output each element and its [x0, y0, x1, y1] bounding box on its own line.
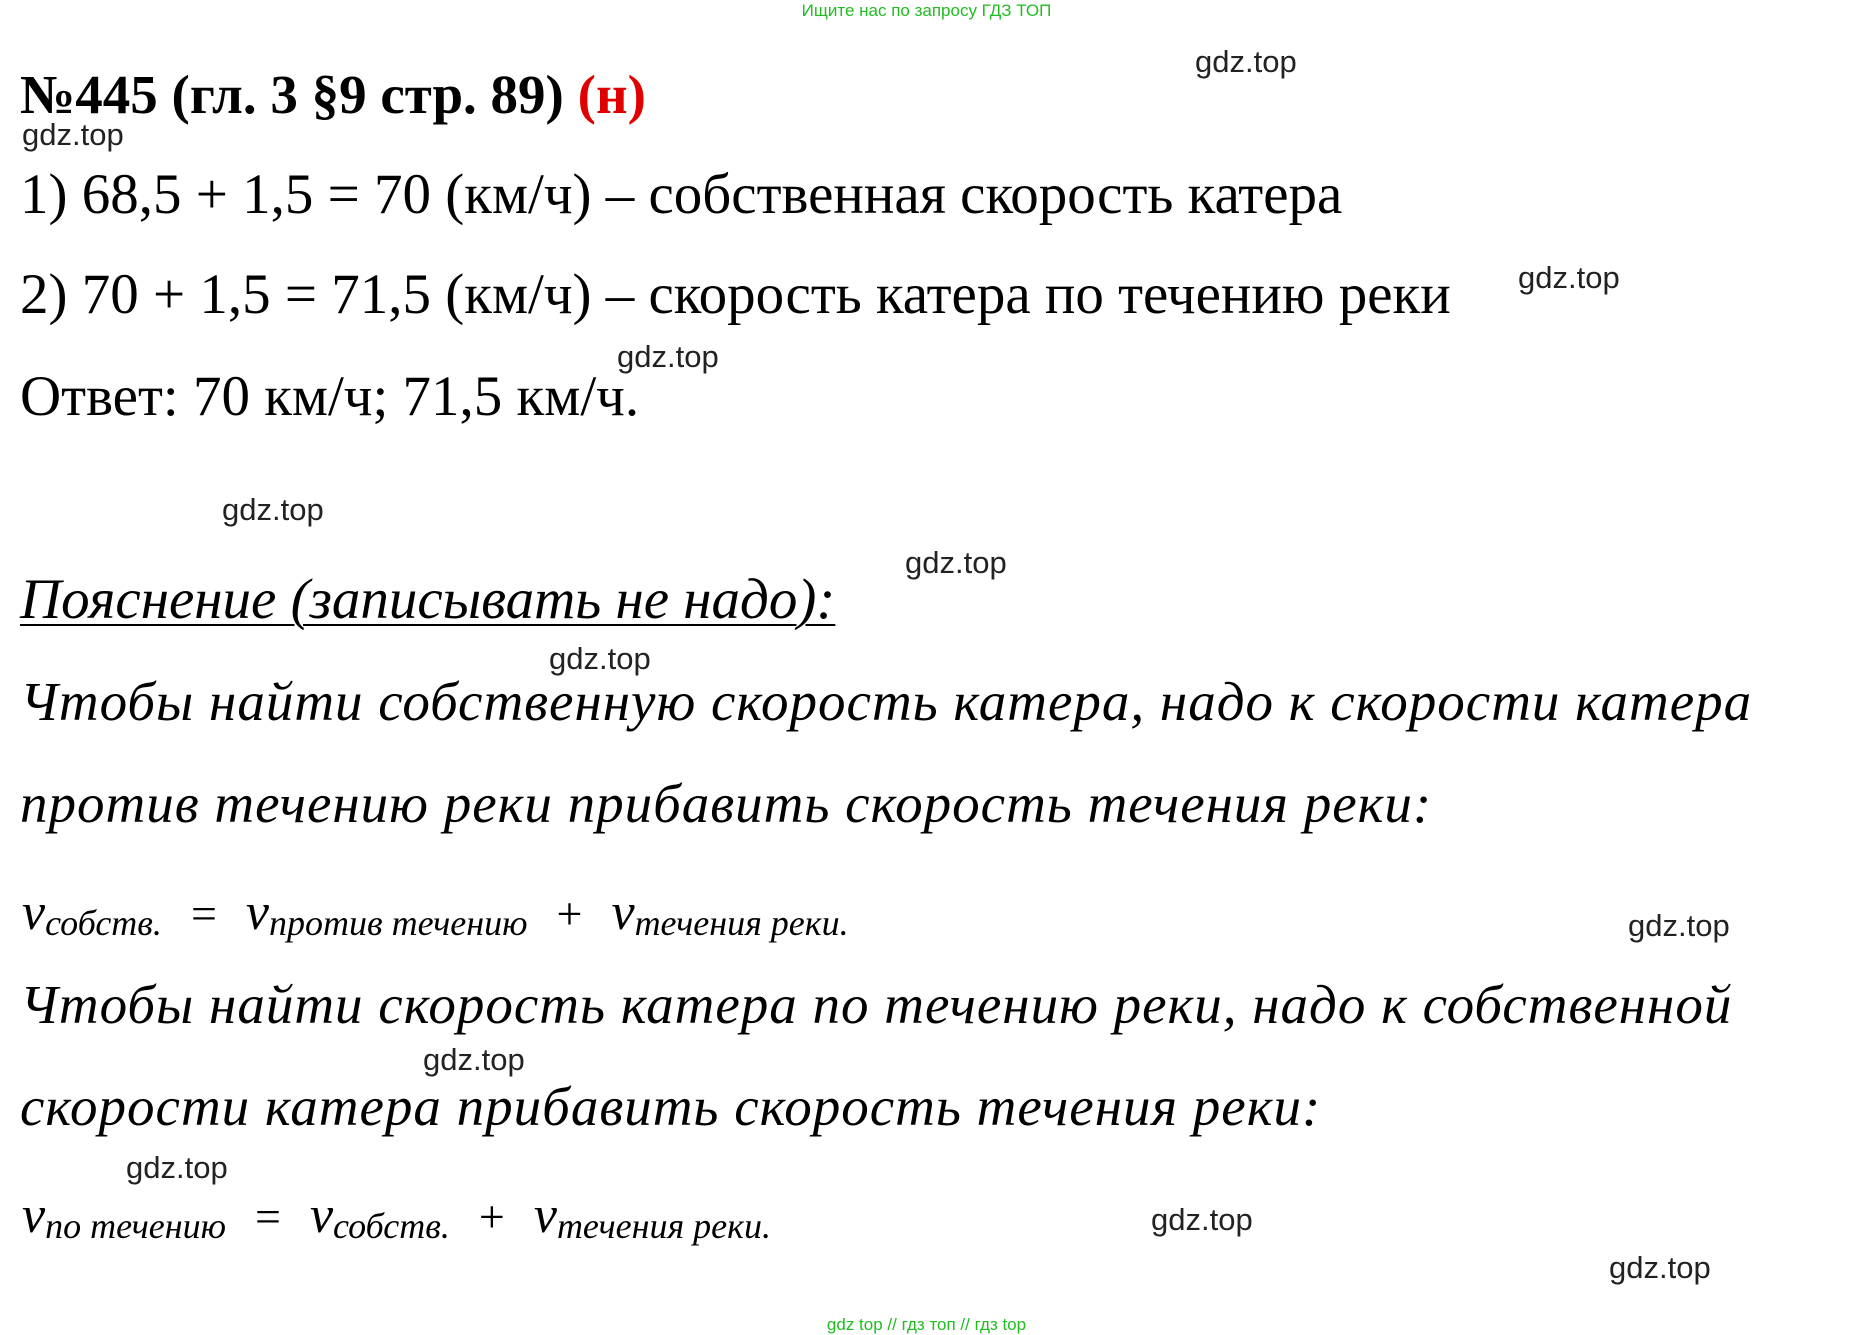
formula1-equals: = — [190, 888, 217, 939]
problem-number: №445 (гл. 3 §9 стр. 89) — [20, 64, 564, 125]
watermark: gdz.top — [1518, 260, 1620, 295]
solution-answer: Ответ: 70 км/ч; 71,5 км/ч. — [20, 365, 640, 428]
formula2-term2-var: v — [533, 1187, 557, 1244]
explanation-para2-line2: скорости катера прибавить скорость течения реки: — [20, 1076, 1322, 1137]
watermark: gdz.top — [549, 641, 651, 676]
watermark: gdz.top — [1609, 1250, 1711, 1285]
watermark: gdz.top — [222, 492, 324, 527]
explanation-para1-line2: против течению реки прибавить скорость течения реки: — [20, 773, 1433, 834]
watermark: gdz.top — [423, 1042, 525, 1077]
watermark: gdz.top — [905, 545, 1007, 580]
formula-downstream-speed — [22, 1181, 771, 1261]
solution-step-2: 2) 70 + 1,5 = 71,5 (км/ч) – скорость катера по течению реки — [20, 263, 1451, 326]
watermark: gdz.top — [126, 1150, 228, 1185]
solution-step-1: 1) 68,5 + 1,5 = 70 (км/ч) – собственная скорость катера — [20, 163, 1343, 226]
formula2-term2-sub: течения реки. — [556, 1206, 772, 1246]
formula1-term2-sub: течения реки. — [634, 903, 849, 943]
problem-mark: (н) — [577, 64, 646, 125]
explanation-para1-line1: Чтобы найти собственную скорость катера, надо к скорости катера — [20, 671, 1753, 732]
formula-own-speed — [22, 878, 849, 958]
formula2-term1-sub: собств. — [333, 1206, 450, 1246]
explanation-para2-line1: Чтобы найти скорость катера по течению реки, надо к собственной — [20, 974, 1733, 1035]
formula2-plus: + — [478, 1191, 505, 1242]
watermark: gdz.top — [1151, 1202, 1253, 1237]
formula2-equals: = — [255, 1191, 281, 1242]
bottom-links-banner[interactable]: gdz top // гдз топ // гдз top — [826, 1315, 1027, 1334]
watermark: gdz.top — [617, 339, 719, 374]
formula2-lhs-sub: по течению — [45, 1206, 226, 1246]
formula1-term1-var: v — [245, 884, 269, 941]
watermark: gdz.top — [1195, 44, 1297, 79]
formula1-term2-var: v — [611, 884, 635, 941]
top-search-banner[interactable]: Ищите нас по запросу ГДЗ ТОП — [801, 1, 1052, 20]
watermark: gdz.top — [22, 117, 124, 152]
explanation-heading: Пояснение (записывать не надо): — [20, 568, 836, 631]
formula1-plus: + — [556, 888, 583, 939]
formula1-lhs-var: v — [22, 884, 46, 941]
watermark: gdz.top — [1628, 908, 1730, 943]
formula2-lhs-var: v — [22, 1187, 46, 1244]
formula1-lhs-sub: собств. — [45, 903, 162, 943]
formula2-term1-var: v — [309, 1187, 334, 1244]
formula1-term1-sub: против течению — [268, 903, 528, 943]
